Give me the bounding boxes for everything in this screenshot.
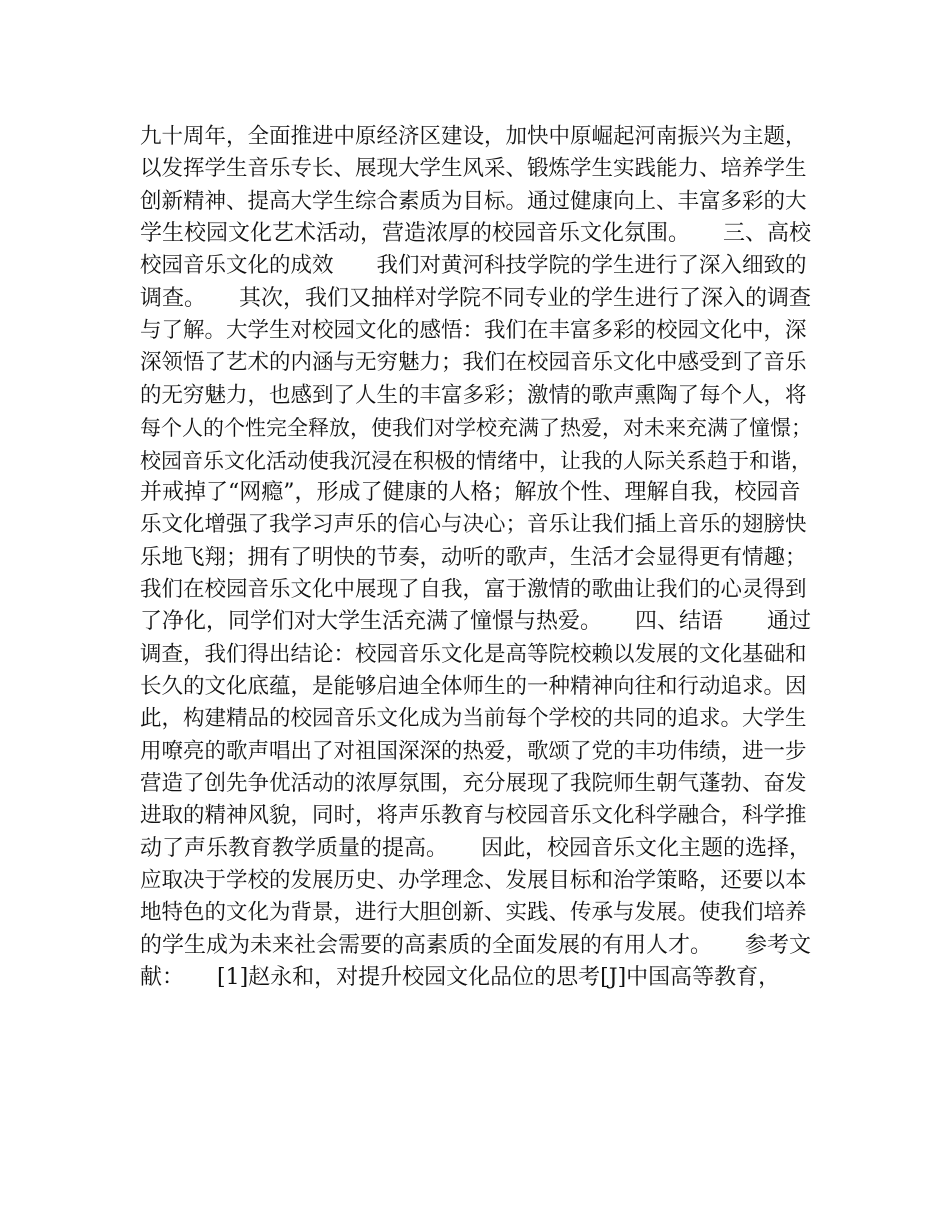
text-line: 此，构建精品的校园音乐文化成为当前每个学校的共同的追求。大学生 [140,706,807,731]
text-line: 用嘹亮的歌声唱出了对祖国深深的热爱，歌颂了党的丰功伟绩，进一步 [140,739,807,764]
text-line: 地特色的文化为背景，进行大胆创新、实践、传承与发展。使我们培养 [140,900,807,925]
text-line: 校园音乐文化的成效 我们对黄河科技学院的学生进行了深入细致的 [140,253,807,278]
text-line: 了净化，同学们对大学生活充满了憧憬与热爱。 四、结语 通过 [140,609,812,634]
text-line: 与了解。大学生对校园文化的感悟：我们在丰富多彩的校园文化中，深 [140,318,807,343]
text-line: 动了声乐教育教学质量的提高。 因此，校园音乐文化主题的选择， [140,836,812,861]
text-line: 并戒掉了“网瘾”，形成了健康的人格；解放个性、理解自我，校园音 [140,480,801,505]
text-line: 的学生成为未来社会需要的高素质的全面发展的有用人才。 参考文 [140,933,812,958]
text-line: 应取决于学校的发展历史、办学理念、发展目标和治学策略，还要以本 [140,868,807,893]
text-line: 营造了创先争优活动的浓厚氛围，充分展现了我院师生朝气蓬勃、奋发 [140,771,807,796]
text-line: 深领悟了艺术的内涵与无穷魅力；我们在校园音乐文化中感受到了音乐 [140,350,807,375]
text-line: 我们在校园音乐文化中展现了自我，富于激情的歌曲让我们的心灵得到 [140,577,807,602]
text-line: 每个人的个性完全释放，使我们对学校充满了热爱，对未来充满了憧憬； [140,416,812,440]
text-line: 以发挥学生音乐专长、展现大学生风采、锻炼学生实践能力、培养学生 [140,156,807,181]
text-line: 创新精神、提高大学生综合素质为目标。通过健康向上、丰富多彩的大 [140,189,807,214]
text-line: 调查。 其次，我们又抽样对学院不同专业的学生进行了深入的调查 [140,286,812,311]
text-line: 的无穷魅力，也感到了人生的丰富多彩；激情的歌声熏陶了每个人，将 [140,383,807,408]
text-line: 乐地飞翔；拥有了明快的节奏，动听的歌声，生活才会显得更有情趣； [140,545,807,570]
text-line: 献： [1]赵永和，对提升校园文化品位的思考[J]中国高等教育， [140,965,781,990]
text-line: 进取的精神风貌，同时，将声乐教育与校园音乐文化科学融合，科学推 [140,803,807,828]
text-line: 乐文化增强了我学习声乐的信心与决心；音乐让我们插上音乐的翅膀快 [140,512,807,537]
text-line: 调查，我们得出结论：校园音乐文化是高等院校赖以发展的文化基础和 [140,642,807,667]
text-line: 九十周年，全面推进中原经济区建设，加快中原崛起河南振兴为主题， [140,124,807,149]
text-line: 校园音乐文化活动使我沉浸在积极的情绪中，让我的人际关系趋于和谐， [140,449,812,473]
text-line: 学生校园文化艺术活动，营造浓厚的校园音乐文化氛围。 三、高校 [140,221,812,246]
text-line: 长久的文化底蕴，是能够启迪全体师生的一种精神向往和行动追求。因 [140,674,807,699]
